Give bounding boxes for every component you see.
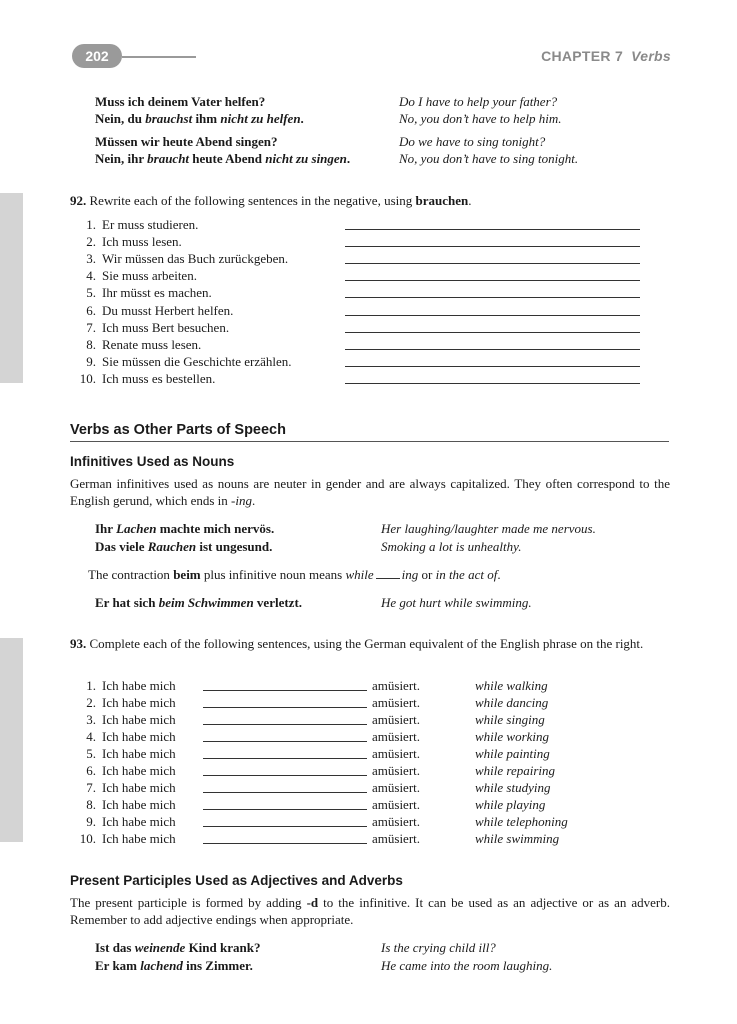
item-number: 5.: [86, 285, 96, 301]
item-hint: while singing: [475, 712, 545, 727]
item-hint: while working: [475, 729, 550, 744]
top-example-segment: .: [346, 151, 351, 166]
beim-note-ing: ing: [401, 567, 419, 582]
item-hint: while studying: [475, 780, 551, 795]
answer-blank[interactable]: [203, 724, 367, 725]
ex93-item: [70, 728, 176, 745]
item-hint: while repairing: [475, 763, 556, 778]
beim-note: [88, 566, 501, 583]
top-example-english: No, you don’t have to help him.: [399, 111, 562, 126]
participle-example-english: He came into the room laughing.: [381, 958, 553, 973]
item-text: Ich muss lesen.: [102, 234, 182, 250]
item-number: 8.: [86, 797, 96, 812]
section-rule: [70, 441, 669, 442]
answer-blank[interactable]: [203, 826, 367, 827]
item-number: 7.: [86, 319, 96, 335]
side-tab-lower: [0, 638, 23, 842]
item-number: 3.: [86, 251, 96, 267]
item-number: 7.: [86, 780, 96, 795]
item-suffix: amüsiert.: [372, 831, 421, 846]
participles-suffix: -d: [306, 895, 319, 910]
answer-blank[interactable]: [203, 775, 367, 776]
top-example-segment: nicht zu helfen: [220, 111, 301, 126]
item-hint: while playing: [475, 797, 546, 812]
item-number: 10.: [79, 831, 96, 846]
ex92-item: [70, 284, 212, 301]
ex92-period: .: [468, 193, 472, 208]
section-title: Verbs as Other Parts of Speech: [70, 422, 286, 438]
top-example-segment: braucht: [147, 151, 190, 166]
item-prefix: Ich habe mich: [102, 678, 176, 693]
top-example-segment: brauchst: [145, 111, 193, 126]
ex92-number: 92.: [70, 193, 87, 208]
answer-blank[interactable]: [203, 690, 367, 691]
top-example-segment: nicht zu singen: [265, 151, 347, 166]
item-number: 6.: [86, 763, 96, 778]
item-number: 2.: [86, 234, 96, 250]
ex92-item: [70, 233, 182, 250]
page-number: 202: [72, 44, 122, 68]
item-suffix: amüsiert.: [372, 763, 421, 778]
ex93-item: [70, 694, 176, 711]
item-text: Ihr müsst es machen.: [102, 285, 212, 301]
item-suffix: amüsiert.: [372, 695, 421, 710]
chapter-title: Verbs: [631, 48, 671, 64]
chapter-heading: [541, 48, 671, 64]
item-number: 10.: [79, 370, 96, 386]
ex92-instruction: [70, 192, 471, 209]
beim-example-segment: beim Schwimmen: [158, 595, 254, 610]
ex92-item: [70, 336, 201, 353]
ex93-number: 93.: [70, 636, 87, 651]
inf-example-segment: Lachen: [116, 521, 157, 536]
top-example-english: No, you don’t have to sing tonight.: [399, 151, 579, 166]
ex92-item: [70, 319, 229, 336]
item-prefix: Ich habe mich: [102, 763, 176, 778]
infinitives-ing: -ing: [231, 493, 252, 508]
infinitives-paragraph: [70, 475, 670, 509]
infinitives-heading: Infinitives Used as Nouns: [70, 454, 235, 469]
item-text: Sie muss arbeiten.: [102, 268, 197, 284]
inf-example-segment: ist ungesund.: [196, 539, 273, 554]
top-example-segment: Nein, ihr: [95, 151, 148, 166]
item-text: Ich muss Bert besuchen.: [102, 319, 230, 335]
answer-blank[interactable]: [345, 383, 640, 384]
ex92-item: [70, 267, 197, 284]
beim-example-segment: Er hat sich: [95, 595, 159, 610]
top-example-segment: heute Abend: [189, 151, 266, 166]
ex92-item: [70, 302, 233, 319]
participles-text-pre: The present participle is formed by adding: [70, 895, 307, 910]
ex92-keyword: brauchen: [415, 193, 469, 208]
top-example-english: Do we have to sing tonight?: [399, 134, 546, 149]
ex93-item: [70, 745, 176, 762]
ex93-item: [70, 711, 176, 728]
beim-note-while: while: [345, 567, 374, 582]
top-example-segment: Muss ich deinem Vater helfen?: [95, 94, 266, 109]
ex93-item: [70, 779, 176, 796]
answer-blank[interactable]: [345, 366, 640, 367]
participle-example-german: [95, 957, 253, 974]
inf-example-english: Her laughing/laughter made me nervous.: [381, 521, 596, 536]
answer-blank[interactable]: [203, 707, 367, 708]
participle-example-segment: lachend: [140, 958, 183, 973]
item-number: 5.: [86, 746, 96, 761]
inf-example-segment: Das viele: [95, 539, 148, 554]
ex92-item: [70, 250, 288, 267]
participle-example-segment: Kind krank?: [185, 940, 261, 955]
item-number: 6.: [86, 302, 96, 318]
item-prefix: Ich habe mich: [102, 746, 176, 761]
ex92-item: [70, 353, 292, 370]
item-text: Wir müssen das Buch zurückgeben.: [102, 251, 289, 267]
item-suffix: amüsiert.: [372, 797, 421, 812]
answer-blank[interactable]: [345, 280, 640, 281]
inf-example-german: [95, 538, 272, 555]
top-example-german: [95, 110, 304, 127]
item-hint: while painting: [475, 746, 550, 761]
beim-note-blank: [376, 567, 400, 579]
item-suffix: amüsiert.: [372, 780, 421, 795]
item-number: 1.: [86, 217, 96, 232]
answer-blank[interactable]: [203, 843, 367, 844]
item-number: 9.: [86, 353, 96, 369]
answer-blank[interactable]: [203, 809, 367, 810]
beim-example-segment: verletzt.: [253, 595, 303, 610]
item-hint: while walking: [475, 678, 548, 693]
ex93-item: [70, 796, 176, 813]
participle-example-german: [95, 939, 260, 956]
participles-heading: Present Participles Used as Adjectives and Adverbs: [70, 873, 403, 888]
top-example-german: [95, 150, 350, 167]
item-number: 1.: [86, 678, 96, 693]
top-example-segment: .: [300, 111, 304, 126]
ex92-item: [70, 370, 215, 387]
answer-blank[interactable]: [203, 792, 367, 793]
answer-blank[interactable]: [345, 349, 640, 350]
item-suffix: amüsiert.: [372, 712, 421, 727]
beim-example-german: [95, 594, 302, 611]
item-text: Sie müssen die Geschichte erzählen.: [102, 353, 292, 369]
participle-example-segment: Ist das: [95, 940, 135, 955]
inf-example-english: Smoking a lot is unhealthy.: [381, 539, 522, 554]
item-number: 2.: [86, 695, 96, 710]
item-prefix: Ich habe mich: [102, 729, 176, 744]
answer-blank[interactable]: [203, 758, 367, 759]
top-example-german: [95, 133, 278, 150]
beim-note-pre: The contraction: [88, 567, 174, 582]
item-prefix: Ich habe mich: [102, 780, 176, 795]
ex93-item: [70, 830, 176, 847]
item-suffix: amüsiert.: [372, 814, 421, 829]
answer-blank[interactable]: [345, 297, 640, 298]
item-number: 8.: [86, 336, 96, 352]
item-number: 4.: [86, 729, 96, 744]
inf-example-segment: machte mich nervös.: [156, 521, 275, 536]
inf-example-german: [95, 520, 274, 537]
participle-example-segment: weinende: [134, 940, 186, 955]
answer-blank[interactable]: [345, 246, 640, 247]
side-tab-upper: [0, 193, 23, 383]
top-example-segment: ihm: [192, 111, 221, 126]
top-example-segment: Müssen wir heute Abend singen?: [95, 134, 278, 149]
participle-example-segment: ins Zimmer.: [182, 958, 253, 973]
inf-example-segment: Rauchen: [147, 539, 197, 554]
item-prefix: Ich habe mich: [102, 695, 176, 710]
item-suffix: amüsiert.: [372, 746, 421, 761]
header-rule: [122, 56, 196, 58]
participles-text-end: to the infinitive. It can be used as an adjective or as an adverb. Remember to add adjective endings when appropriate.: [70, 895, 671, 927]
ex93-item: [70, 677, 176, 694]
top-example-segment: Nein, du: [95, 111, 146, 126]
ex93-item: [70, 813, 176, 830]
chapter-label: CHAPTER 7: [541, 48, 624, 64]
item-number: 3.: [86, 712, 96, 727]
top-example-german: [95, 93, 265, 110]
infinitives-text: German infinitives used as nouns are neuter in gender and are always capitalized. They often correspond to the English gerund, which ends in: [70, 476, 670, 508]
item-prefix: Ich habe mich: [102, 797, 176, 812]
item-text: Er muss studieren.: [102, 217, 199, 232]
answer-blank[interactable]: [345, 263, 640, 264]
item-suffix: amüsiert.: [372, 729, 421, 744]
beim-note-bold: beim: [173, 567, 201, 582]
item-prefix: Ich habe mich: [102, 712, 176, 727]
beim-example-english: He got hurt while swimming.: [381, 595, 532, 610]
beim-note-or: or: [418, 567, 436, 582]
answer-blank[interactable]: [345, 229, 640, 230]
ex93-item: [70, 762, 176, 779]
participle-example-english: Is the crying child ill?: [381, 940, 496, 955]
top-example-english: Do I have to help your father?: [399, 94, 558, 109]
ex93-instruction: [70, 635, 670, 652]
answer-blank[interactable]: [203, 741, 367, 742]
item-prefix: Ich habe mich: [102, 814, 176, 829]
beim-note-mid: plus infinitive noun means: [200, 567, 346, 582]
item-number: 9.: [86, 814, 96, 829]
answer-blank[interactable]: [345, 332, 640, 333]
item-hint: while dancing: [475, 695, 549, 710]
item-number: 4.: [86, 268, 96, 284]
beim-note-end: .: [497, 567, 501, 582]
item-prefix: Ich habe mich: [102, 831, 176, 846]
item-hint: while telephoning: [475, 814, 568, 829]
ex92-text: Rewrite each of the following sentences in the negative, using: [89, 193, 416, 208]
participles-paragraph: [70, 894, 670, 928]
inf-example-segment: Ihr: [95, 521, 117, 536]
answer-blank[interactable]: [345, 315, 640, 316]
item-text: Ich muss es bestellen.: [102, 370, 216, 386]
item-text: Renate muss lesen.: [102, 336, 202, 352]
participle-example-segment: Er kam: [95, 958, 141, 973]
item-hint: while swimming: [475, 831, 560, 846]
item-text: Du musst Herbert helfen.: [102, 302, 234, 318]
ex93-text: Complete each of the following sentences, using the German equivalent of the English phrase on the right.: [89, 636, 644, 651]
ex92-item: [70, 216, 198, 233]
item-suffix: amüsiert.: [372, 678, 421, 693]
beim-note-act: in the act of: [435, 567, 498, 582]
infinitives-period: .: [252, 493, 256, 508]
